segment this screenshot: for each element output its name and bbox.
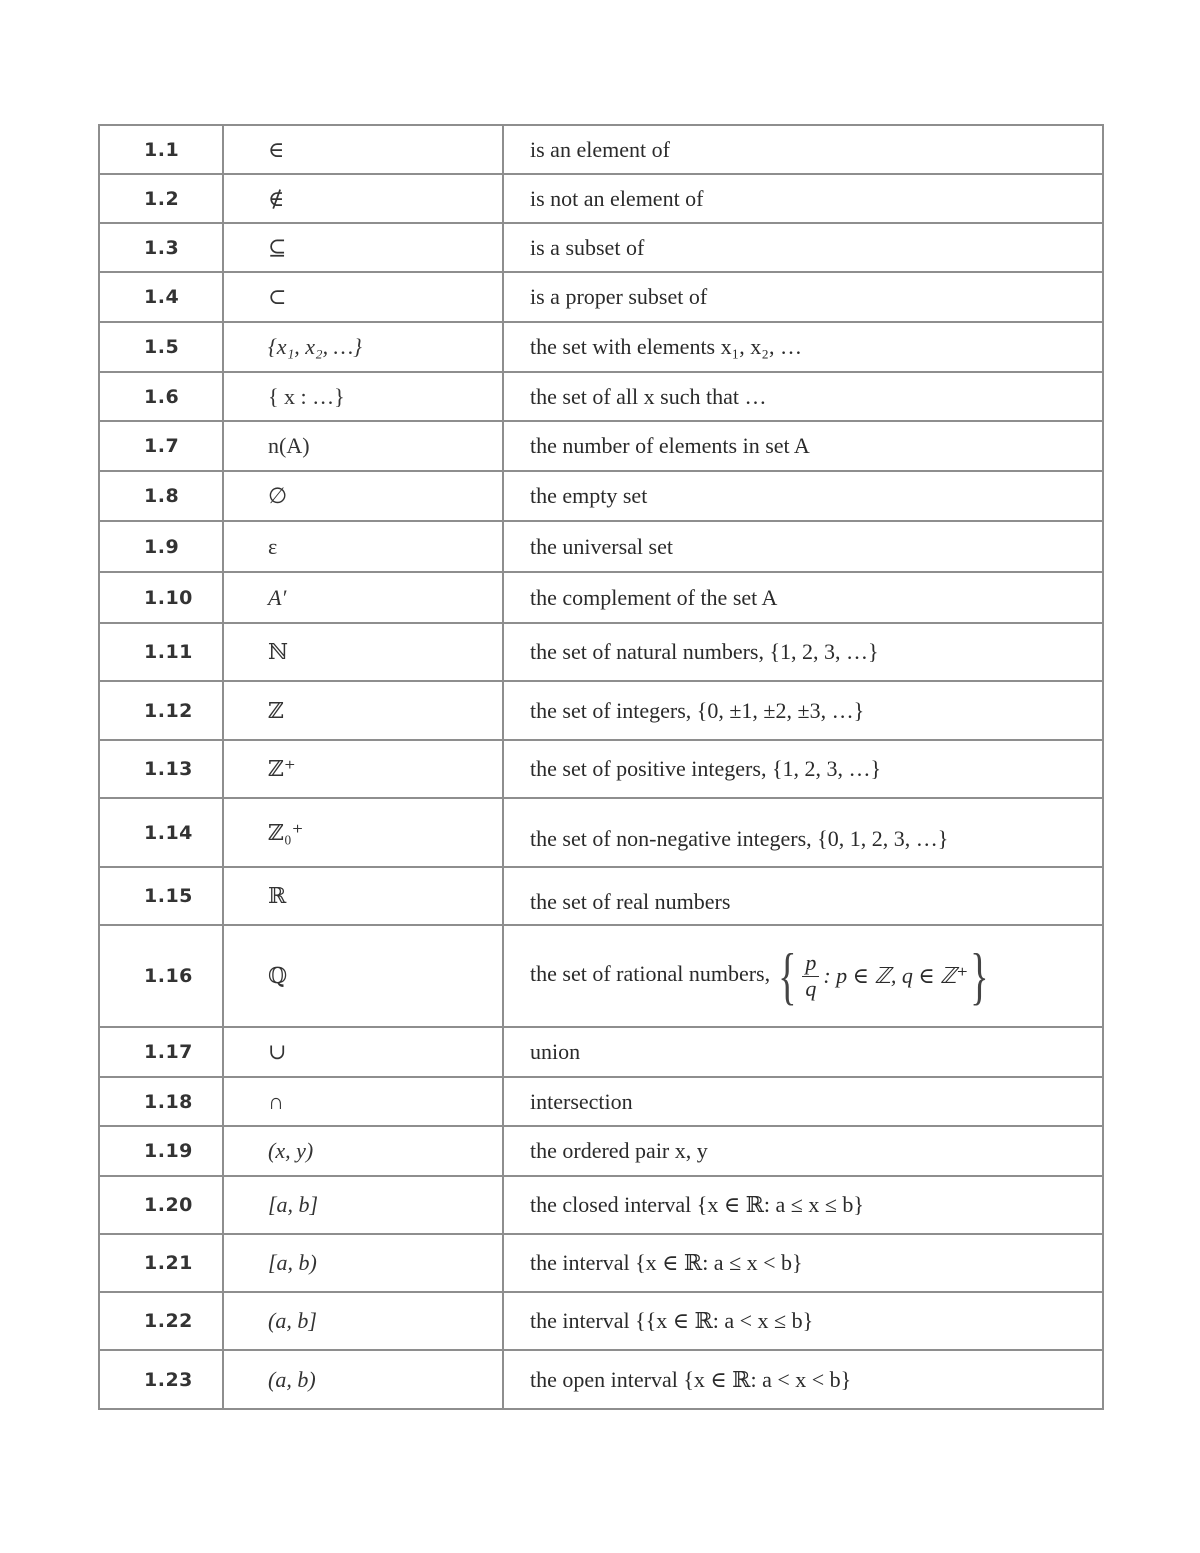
row-number: 1.9 xyxy=(99,521,223,572)
row-number: 1.11 xyxy=(99,623,223,681)
row-number: 1.2 xyxy=(99,174,223,223)
row-number: 1.4 xyxy=(99,272,223,322)
table-row xyxy=(99,1027,1103,1077)
notation-symbol: ℤ⁺ xyxy=(223,740,503,798)
row-number: 1.18 xyxy=(99,1077,223,1126)
table-row xyxy=(99,174,1103,223)
row-number: 1.22 xyxy=(99,1292,223,1350)
right-brace: } xyxy=(970,940,989,1011)
row-number: 1.5 xyxy=(99,322,223,372)
notation-table-body xyxy=(99,125,1103,1409)
notation-symbol: ℚ xyxy=(223,925,503,1027)
notation-description: the universal set xyxy=(503,521,1103,572)
notation-description: the closed interval {x ∈ ℝ: a ≤ x ≤ b} xyxy=(503,1176,1103,1234)
row-number: 1.8 xyxy=(99,471,223,521)
notation-symbol: (a, b] xyxy=(223,1292,503,1350)
row-number: 1.19 xyxy=(99,1126,223,1176)
row-number: 1.3 xyxy=(99,223,223,272)
notation-symbol: ℤ xyxy=(223,681,503,740)
notation-symbol: (x, y) xyxy=(223,1126,503,1176)
notation-symbol: ∪ xyxy=(223,1027,503,1077)
row-number: 1.23 xyxy=(99,1350,223,1409)
table-row xyxy=(99,272,1103,322)
notation-description: is a subset of xyxy=(503,223,1103,272)
fraction-numerator: p xyxy=(802,951,819,976)
row-number: 1.1 xyxy=(99,125,223,174)
notation-description: the set with elements x₁, x₂, … xyxy=(503,322,1103,372)
notation-description: the number of elements in set A xyxy=(503,421,1103,471)
notation-description: the ordered pair x, y xyxy=(503,1126,1103,1176)
notation-table xyxy=(98,124,1104,1410)
notation-symbol: ⊂ xyxy=(223,272,503,322)
table-row xyxy=(99,867,1103,925)
rational-set-label: the set of rational numbers, xyxy=(530,961,771,987)
notation-description: the set of positive integers, {1, 2, 3, …} xyxy=(503,740,1103,798)
notation-description: is an element of xyxy=(503,125,1103,174)
notation-description: the open interval {x ∈ ℝ: a < x < b} xyxy=(503,1350,1103,1409)
table-row xyxy=(99,1176,1103,1234)
table-row xyxy=(99,623,1103,681)
table-row xyxy=(99,925,1103,1027)
notation-description: the set of integers, {0, ±1, ±2, ±3, …} xyxy=(503,681,1103,740)
notation-symbol: ∅ xyxy=(223,471,503,521)
set-condition: : p ∈ ℤ, q ∈ ℤ⁺ xyxy=(823,963,969,988)
notation-symbol: [a, b) xyxy=(223,1234,503,1292)
notation-description xyxy=(503,925,1103,1027)
table-row xyxy=(99,1292,1103,1350)
notation-symbol: { x : …} xyxy=(223,372,503,421)
notation-symbol: ε xyxy=(223,521,503,572)
fraction xyxy=(802,951,819,1000)
row-number: 1.21 xyxy=(99,1234,223,1292)
table-row xyxy=(99,1350,1103,1409)
notation-description: intersection xyxy=(503,1077,1103,1126)
table-row xyxy=(99,125,1103,174)
table-row xyxy=(99,798,1103,867)
table-row xyxy=(99,471,1103,521)
row-number: 1.7 xyxy=(99,421,223,471)
table-row xyxy=(99,521,1103,572)
fraction-denominator: q xyxy=(805,975,817,1001)
notation-symbol: ℕ xyxy=(223,623,503,681)
notation-description: the set of real numbers xyxy=(503,867,1103,925)
row-number: 1.20 xyxy=(99,1176,223,1234)
notation-symbol: ∈ xyxy=(223,125,503,174)
row-number: 1.15 xyxy=(99,867,223,925)
notation-description: the set of natural numbers, {1, 2, 3, …} xyxy=(503,623,1103,681)
rational-set-expression xyxy=(776,940,991,1011)
notation-description: the set of non-negative integers, {0, 1, 2, 3, …} xyxy=(503,798,1103,867)
notation-symbol: ∩ xyxy=(223,1077,503,1126)
notation-symbol: A′ xyxy=(223,572,503,623)
table-row xyxy=(99,372,1103,421)
notation-symbol: ⊆ xyxy=(223,223,503,272)
table-row xyxy=(99,740,1103,798)
table-row xyxy=(99,572,1103,623)
notation-symbol: ℝ xyxy=(223,867,503,925)
notation-symbol: (a, b) xyxy=(223,1350,503,1409)
row-number: 1.17 xyxy=(99,1027,223,1077)
table-row xyxy=(99,1234,1103,1292)
notation-description: is a proper subset of xyxy=(503,272,1103,322)
notation-symbol: [a, b] xyxy=(223,1176,503,1234)
notation-description: union xyxy=(503,1027,1103,1077)
table-row xyxy=(99,322,1103,372)
notation-description: is not an element of xyxy=(503,174,1103,223)
notation-symbol: ℤ₀⁺ xyxy=(223,798,503,867)
row-number: 1.16 xyxy=(99,925,223,1027)
notation-description: the interval {{x ∈ ℝ: a < x ≤ b} xyxy=(503,1292,1103,1350)
notation-description: the interval {x ∈ ℝ: a ≤ x < b} xyxy=(503,1234,1103,1292)
table-row xyxy=(99,681,1103,740)
notation-description: the set of all x such that … xyxy=(503,372,1103,421)
row-number: 1.6 xyxy=(99,372,223,421)
table-row xyxy=(99,223,1103,272)
notation-description: the complement of the set A xyxy=(503,572,1103,623)
row-number: 1.12 xyxy=(99,681,223,740)
notation-symbol: ∉ xyxy=(223,174,503,223)
row-number: 1.14 xyxy=(99,798,223,867)
notation-symbol: {x₁, x₂, …} xyxy=(223,322,503,372)
notation-symbol: n(A) xyxy=(223,421,503,471)
notation-description: the empty set xyxy=(503,471,1103,521)
row-number: 1.10 xyxy=(99,572,223,623)
table-row xyxy=(99,1126,1103,1176)
left-brace: { xyxy=(777,940,797,1011)
table-row xyxy=(99,1077,1103,1126)
table-row xyxy=(99,421,1103,471)
row-number: 1.13 xyxy=(99,740,223,798)
